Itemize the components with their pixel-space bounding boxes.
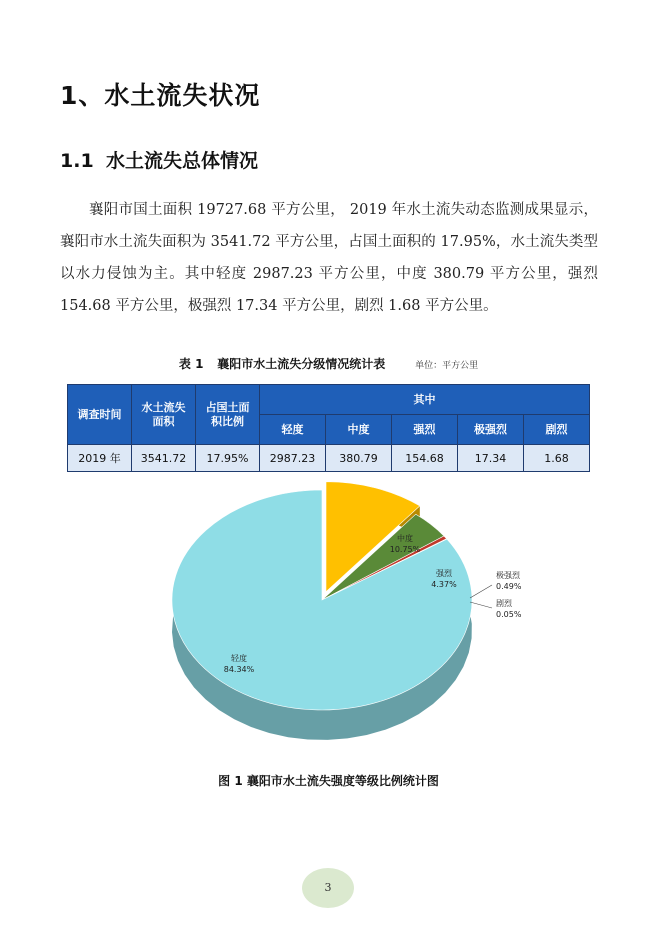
slice-label: 剧烈 [496,599,512,608]
cell-light: 2987.23 [260,445,326,472]
leader-line [470,585,492,598]
leader-line [470,602,492,608]
cell-ratio: 17.95% [196,445,260,472]
slice-percent: 10.75% [389,545,421,554]
header-ratio: 占国土面积比例 [196,385,260,445]
cell-time: 2019 年 [68,445,132,472]
header-time: 调查时间 [68,385,132,445]
header-area: 水土流失面积 [132,385,196,445]
section-heading: 1、水土流失状况 [60,81,261,110]
header-moderate: 中度 [326,415,392,445]
header-very-intense: 极强烈 [458,415,524,445]
figure-caption: 图 1 襄阳市水土流失强度等级比例统计图 [218,774,439,788]
cell-intense: 154.68 [392,445,458,472]
slice-label: 极强烈 [496,571,520,580]
header-light: 轻度 [260,415,326,445]
cell-severe: 1.68 [524,445,590,472]
slice-percent: 0.49% [496,582,522,591]
slice-percent: 0.05% [496,610,522,619]
header-group: 其中 [260,385,590,415]
cell-very-intense: 17.34 [458,445,524,472]
subsection-number: 1.1 [60,150,94,172]
table-caption-title: 襄阳市水土流失分级情况统计表 [217,357,386,371]
slice-label: 强烈 [436,569,452,578]
slice-label: 轻度 [231,654,247,663]
slice-percent: 4.37% [431,580,457,589]
subsection-title: 水土流失总体情况 [106,150,259,172]
table-unit: 单位：平方公里 [415,361,479,371]
table-caption-label: 表 1 [178,357,204,371]
slice-percent: 84.34% [223,665,255,674]
slice-label: 中度 [397,534,413,543]
cell-area: 3541.72 [132,445,196,472]
body-paragraph: 襄阳市国土面积 19727.68 平方公里， 2019 年水土流失动态监测成果显示，襄阳市水土流失面积为 3541.72 平方公里，占国土面积的 17.95%，水土流失类型以水力侵蚀为主。其中轻度 2987.23 平方公里，中度 380.79 平方公里，强烈 154.68 平方公里，极强烈 17.34 平方公里，剧烈 1.68 平方公里。 [60,202,598,314]
header-intense: 强烈 [392,415,458,445]
page-number: 3 [302,868,354,908]
header-severe: 剧烈 [524,415,590,445]
cell-moderate: 380.79 [326,445,392,472]
